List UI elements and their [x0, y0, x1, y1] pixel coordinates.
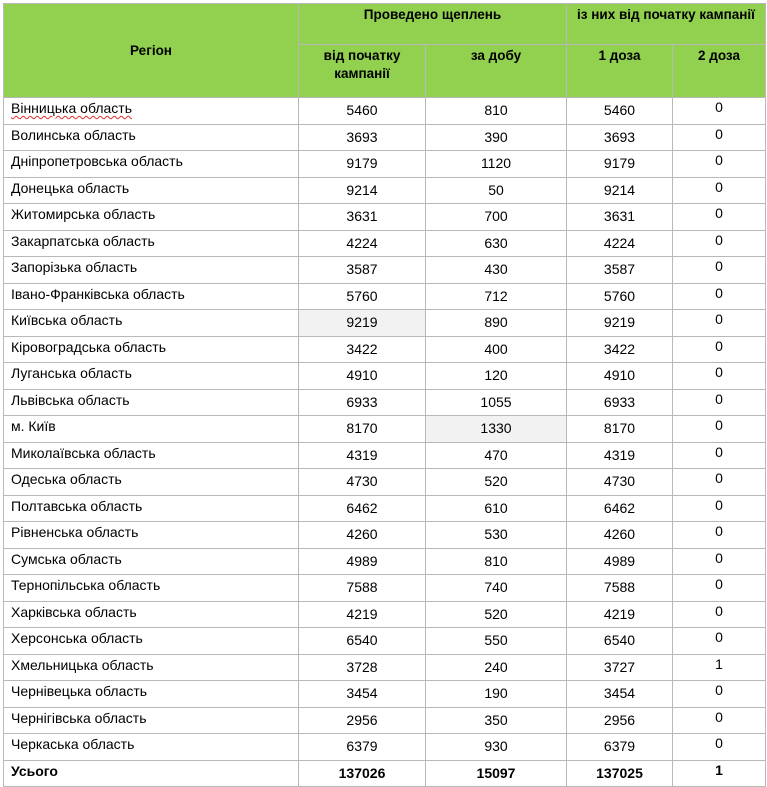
region-name-cell: Одеська область: [4, 469, 299, 496]
region-name-cell: Донецька область: [4, 177, 299, 204]
region-name-cell: Миколаївська область: [4, 442, 299, 469]
dose1-cell: 4219: [567, 601, 673, 628]
since-start-cell: 9214: [299, 177, 426, 204]
since-start-cell: 4319: [299, 442, 426, 469]
region-name-cell: Полтавська область: [4, 495, 299, 522]
dose2-cell: 0: [673, 204, 766, 231]
since-start-cell: 8170: [299, 416, 426, 443]
per-day-cell: 50: [426, 177, 567, 204]
dose2-cell: 0: [673, 389, 766, 416]
table-row: [4, 98, 766, 125]
per-day-cell: 550: [426, 628, 567, 655]
table-row: [4, 389, 766, 416]
region-name-cell: Івано-Франківська область: [4, 283, 299, 310]
since-start-cell: 6462: [299, 495, 426, 522]
dose2-cell: 0: [673, 628, 766, 655]
dose2-cell: 0: [673, 734, 766, 761]
since-start-cell: 9219: [299, 310, 426, 337]
per-day-cell: 810: [426, 98, 567, 125]
table-row: [4, 707, 766, 734]
total-dose1-cell: 137025: [567, 760, 673, 787]
region-name-cell: Чернігівська область: [4, 707, 299, 734]
per-day-cell: 470: [426, 442, 567, 469]
dose1-cell: 3693: [567, 124, 673, 151]
dose1-cell: 7588: [567, 575, 673, 602]
table-row: [4, 283, 766, 310]
table-row: [4, 575, 766, 602]
dose1-cell: 6462: [567, 495, 673, 522]
region-name-cell: Тернопільська область: [4, 575, 299, 602]
header-per-day: за добу: [426, 45, 567, 98]
region-name-cell: Запорізька область: [4, 257, 299, 284]
dose1-cell: 8170: [567, 416, 673, 443]
dose1-cell: 3631: [567, 204, 673, 231]
since-start-cell: 4989: [299, 548, 426, 575]
dose1-cell: 3727: [567, 654, 673, 681]
since-start-cell: 4219: [299, 601, 426, 628]
dose1-cell: 3454: [567, 681, 673, 708]
region-name-cell: м. Київ: [4, 416, 299, 443]
total-since-start-cell: 137026: [299, 760, 426, 787]
total-dose2-cell: 1: [673, 760, 766, 787]
region-name-text: Вінницька область: [11, 100, 132, 116]
region-name-cell: [4, 98, 299, 125]
per-day-cell: 610: [426, 495, 567, 522]
dose2-cell: 0: [673, 336, 766, 363]
dose2-cell: 0: [673, 283, 766, 310]
total-per-day-cell: 15097: [426, 760, 567, 787]
table-header: [4, 4, 766, 98]
table-row: [4, 628, 766, 655]
dose2-cell: 0: [673, 416, 766, 443]
since-start-cell: 4260: [299, 522, 426, 549]
per-day-cell: 712: [426, 283, 567, 310]
per-day-cell: 430: [426, 257, 567, 284]
region-name-cell: Харківська область: [4, 601, 299, 628]
region-name-cell: Хмельницька область: [4, 654, 299, 681]
dose2-cell: 0: [673, 707, 766, 734]
header-of-them-group: із них від початку кампанії: [567, 4, 766, 45]
region-name-cell: Волинська область: [4, 124, 299, 151]
table-row: [4, 522, 766, 549]
dose2-cell: 0: [673, 257, 766, 284]
per-day-cell: 530: [426, 522, 567, 549]
table-row: [4, 151, 766, 178]
total-label: Усього: [4, 760, 299, 787]
per-day-cell: 1120: [426, 151, 567, 178]
header-region: Регіон: [4, 4, 299, 98]
dose2-cell: 0: [673, 681, 766, 708]
per-day-cell: 120: [426, 363, 567, 390]
since-start-cell: 4910: [299, 363, 426, 390]
dose1-cell: 9179: [567, 151, 673, 178]
dose2-cell: 0: [673, 177, 766, 204]
dose2-cell: 0: [673, 310, 766, 337]
table-row: [4, 336, 766, 363]
since-start-cell: 5760: [299, 283, 426, 310]
since-start-cell: 4730: [299, 469, 426, 496]
since-start-cell: 3422: [299, 336, 426, 363]
dose1-cell: 9219: [567, 310, 673, 337]
per-day-cell: 1330: [426, 416, 567, 443]
since-start-cell: 7588: [299, 575, 426, 602]
since-start-cell: 2956: [299, 707, 426, 734]
region-name-cell: Дніпропетровська область: [4, 151, 299, 178]
per-day-cell: 190: [426, 681, 567, 708]
dose1-cell: 3422: [567, 336, 673, 363]
dose2-cell: 0: [673, 363, 766, 390]
region-name-cell: Чернівецька область: [4, 681, 299, 708]
per-day-cell: 390: [426, 124, 567, 151]
since-start-cell: 4224: [299, 230, 426, 257]
dose2-cell: 0: [673, 575, 766, 602]
since-start-cell: 3454: [299, 681, 426, 708]
region-name-cell: Кіровоградська область: [4, 336, 299, 363]
since-start-cell: 6933: [299, 389, 426, 416]
dose2-cell: 0: [673, 495, 766, 522]
table-row: [4, 681, 766, 708]
per-day-cell: 930: [426, 734, 567, 761]
table-row: [4, 124, 766, 151]
table-body: [4, 98, 766, 787]
region-name-cell: Житомирська область: [4, 204, 299, 231]
since-start-cell: 9179: [299, 151, 426, 178]
dose2-cell: 0: [673, 522, 766, 549]
region-name-cell: Закарпатська область: [4, 230, 299, 257]
per-day-cell: 810: [426, 548, 567, 575]
table-row: [4, 548, 766, 575]
since-start-cell: 3587: [299, 257, 426, 284]
per-day-cell: 740: [426, 575, 567, 602]
table-row: [4, 204, 766, 231]
dose1-cell: 5460: [567, 98, 673, 125]
per-day-cell: 520: [426, 469, 567, 496]
dose1-cell: 3587: [567, 257, 673, 284]
table-row: [4, 495, 766, 522]
table-row: [4, 177, 766, 204]
header-dose1: 1 доза: [567, 45, 673, 98]
dose2-cell: 1: [673, 654, 766, 681]
dose1-cell: 6379: [567, 734, 673, 761]
per-day-cell: 700: [426, 204, 567, 231]
header-dose2: 2 доза: [673, 45, 766, 98]
dose1-cell: 4989: [567, 548, 673, 575]
dose1-cell: 5760: [567, 283, 673, 310]
since-start-cell: 3693: [299, 124, 426, 151]
dose1-cell: 6933: [567, 389, 673, 416]
per-day-cell: 350: [426, 707, 567, 734]
dose1-cell: 9214: [567, 177, 673, 204]
dose2-cell: 0: [673, 230, 766, 257]
dose1-cell: 4319: [567, 442, 673, 469]
vaccination-table: [3, 3, 766, 787]
total-row: [4, 760, 766, 787]
dose2-cell: 0: [673, 98, 766, 125]
per-day-cell: 630: [426, 230, 567, 257]
region-name-cell: Рівненська область: [4, 522, 299, 549]
dose1-cell: 4224: [567, 230, 673, 257]
table-row: [4, 257, 766, 284]
header-vaccinated-group: Проведено щеплень: [299, 4, 567, 45]
table-row: [4, 416, 766, 443]
per-day-cell: 1055: [426, 389, 567, 416]
dose1-cell: 6540: [567, 628, 673, 655]
table-row: [4, 734, 766, 761]
dose1-cell: 2956: [567, 707, 673, 734]
region-name-cell: Луганська область: [4, 363, 299, 390]
since-start-cell: 6379: [299, 734, 426, 761]
region-name-cell: Сумська область: [4, 548, 299, 575]
header-since-start: від початку кампанії: [299, 45, 426, 98]
table-row: [4, 654, 766, 681]
since-start-cell: 6540: [299, 628, 426, 655]
table-row: [4, 601, 766, 628]
since-start-cell: 3631: [299, 204, 426, 231]
region-name-cell: Київська область: [4, 310, 299, 337]
dose2-cell: 0: [673, 442, 766, 469]
table-row: [4, 363, 766, 390]
dose2-cell: 0: [673, 601, 766, 628]
dose1-cell: 4260: [567, 522, 673, 549]
region-name-cell: Херсонська область: [4, 628, 299, 655]
region-name-cell: Львівська область: [4, 389, 299, 416]
dose1-cell: 4910: [567, 363, 673, 390]
per-day-cell: 400: [426, 336, 567, 363]
per-day-cell: 520: [426, 601, 567, 628]
table-row: [4, 310, 766, 337]
table-row: [4, 469, 766, 496]
since-start-cell: 5460: [299, 98, 426, 125]
dose2-cell: 0: [673, 469, 766, 496]
dose2-cell: 0: [673, 124, 766, 151]
per-day-cell: 240: [426, 654, 567, 681]
table-row: [4, 230, 766, 257]
region-name-cell: Черкаська область: [4, 734, 299, 761]
dose2-cell: 0: [673, 151, 766, 178]
since-start-cell: 3728: [299, 654, 426, 681]
per-day-cell: 890: [426, 310, 567, 337]
table-row: [4, 442, 766, 469]
dose2-cell: 0: [673, 548, 766, 575]
dose1-cell: 4730: [567, 469, 673, 496]
